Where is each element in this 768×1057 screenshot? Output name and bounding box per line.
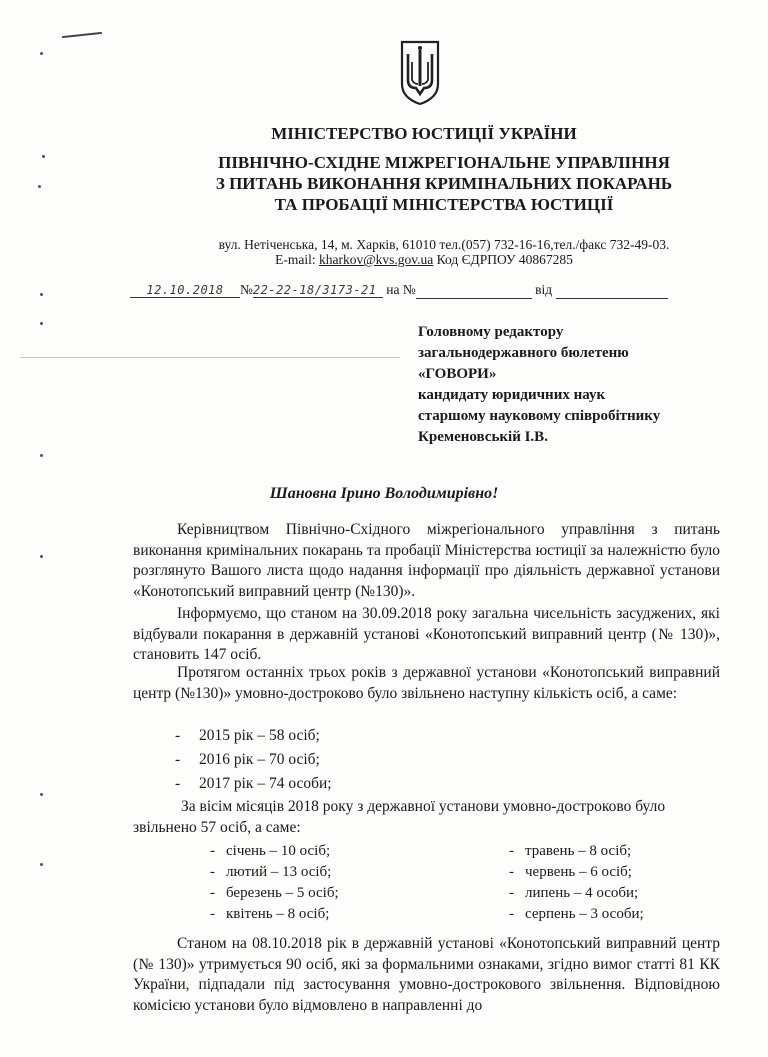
reply-number-blank (416, 282, 532, 299)
yearly-release-list (175, 724, 332, 796)
paragraph-review: Керівництвом Північно-Східного міжрегіонального управління з питань виконання кримінальних покарань та пробації Міністерства юстиції за належністю було розглянуто Вашого листа щодо надання інформації про діяльність державної установи «Конотопський виправний центр (№130)». (133, 521, 720, 600)
list-item: - 2017 рік – 74 особи; (175, 775, 332, 792)
outgoing-date: 12.10.2018 (130, 283, 240, 298)
months-list-left (210, 841, 339, 925)
scan-speck (40, 863, 43, 866)
list-item: - 2015 рік – 58 осіб; (175, 727, 320, 744)
list-item: - квітень – 8 осіб; (210, 906, 330, 922)
paragraph-current-status: Станом на 08.10.2018 рік в державній установі «Конотопський виправний центр (№ 130)» утримується 90 осіб, які за формальними ознаками, згідно вимог статті 81 КК України, підпадали під застосування умовно-дострокового звільнення. Відповідною комісією установи було відмовлено в направленні до (133, 935, 720, 1014)
number-prefix: № (240, 282, 253, 297)
addressee-block (418, 322, 660, 448)
paragraph-total-convicts: Інформуємо, що станом на 30.09.2018 року загальна чисельність засуджених, які відбували покарання в державній установі «Конотопський виправний центр (№ 130)», становить 147 осіб. (133, 605, 720, 663)
addressee-line: кандидату юридичних наук (418, 387, 606, 403)
scan-speck (40, 555, 43, 558)
list-item: - березень – 5 осіб; (210, 885, 339, 901)
addressee-line: Кременовській І.В. (418, 429, 548, 445)
salutation: Шановна Ірино Володимирівно! (269, 485, 499, 502)
reply-date-blank (556, 282, 668, 299)
department-line: З ПИТАНЬ ВИКОНАННЯ КРИМІНАЛЬНИХ ПОКАРАНЬ (215, 174, 673, 193)
addressee-line: Головному редактору (418, 324, 564, 340)
scan-artifact-stroke (62, 32, 102, 38)
scan-speck (40, 793, 43, 796)
list-item: - червень – 6 осіб; (509, 864, 632, 880)
list-item: - травень – 8 осіб; (509, 843, 632, 859)
reply-to-label: на № (382, 282, 416, 297)
scan-speck (40, 454, 43, 457)
department-line: ТА ПРОБАЦІЇ МІНІСТЕРСТВА ЮСТИЦІЇ (274, 195, 614, 214)
edrpou-code: Код ЄДРПОУ 40867285 (433, 252, 573, 267)
scan-artifact-line (20, 357, 400, 358)
scan-speck (42, 155, 45, 158)
department-line: ПІВНІЧНО-СХІДНЕ МІЖРЕГІОНАЛЬНЕ УПРАВЛІННЯ (218, 153, 670, 172)
email-link[interactable]: kharkov@kvs.gov.ua (318, 252, 434, 267)
outgoing-number: 22-22-18/3173-21 (253, 283, 383, 298)
list-item: - липень – 4 особи; (509, 885, 639, 901)
list-item: - 2016 рік – 70 осіб; (175, 751, 320, 768)
paragraph-three-years: Протягом останніх трьох років з державної установи «Конотопський виправний центр (№130)» умовно-достроково було звільнено наступну кількість осіб, а саме: (133, 664, 720, 702)
addressee-line: старшому науковому співробітнику (418, 408, 661, 424)
postal-address: вул. Нетіченська, 14, м. Харків, 61010 тел.(057) 732-16-16,тел./факс 732-49-03. (218, 237, 670, 252)
paragraph-eight-months: За вісім місяців 2018 року з державної установи умовно-достроково було звільнено 57 осіб, а саме: (133, 798, 666, 836)
addressee-line: «ГОВОРИ» (418, 366, 497, 382)
scan-speck (38, 185, 41, 188)
addressee-line: загальнодержавного бюлетеню (418, 345, 629, 361)
list-item: - січень – 10 осіб; (210, 843, 331, 859)
email-label: E-mail: (275, 252, 319, 267)
list-item: - серпень – 3 особи; (509, 906, 644, 922)
scan-speck (40, 293, 43, 296)
department-title (60, 152, 768, 215)
contact-line (40, 251, 768, 268)
scan-speck (40, 322, 43, 325)
from-label: від (531, 282, 553, 297)
list-item: - лютий – 13 осіб; (210, 864, 332, 880)
outgoing-reference (130, 282, 668, 299)
scan-speck (40, 52, 43, 55)
coat-of-arms-icon (398, 40, 442, 106)
months-list-right (509, 841, 644, 925)
ministry-title: МІНІСТЕРСТВО ЮСТИЦІЇ УКРАЇНИ (271, 124, 577, 143)
